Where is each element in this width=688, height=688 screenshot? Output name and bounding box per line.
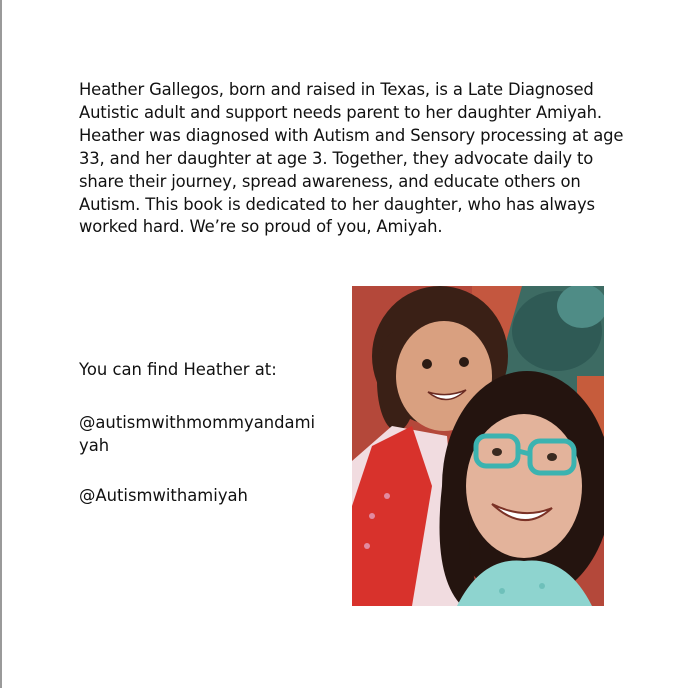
author-photo xyxy=(352,286,604,606)
contact-label: You can find Heather at: xyxy=(79,360,277,379)
page-left-border xyxy=(0,0,2,688)
social-handle-primary: @autismwithmommyandamiyah xyxy=(79,413,316,455)
author-bio: Heather Gallegos, born and raised in Texas, is a Late Diagnosed Autistic adult and support needs parent to her daughter Amiyah. Heather was diagnosed with Autism and Sensory processing at age 33, and her daughter at age 3. Together, they advocate daily to share their journey, spread awareness, and educate others on Autism. This book is dedicated to her daughter, who has always worked hard. We’re so proud of you, Amiyah. xyxy=(79,80,624,237)
social-handle-secondary: @Autismwithamiyah xyxy=(79,486,248,505)
author-photo-illustration xyxy=(352,286,604,606)
